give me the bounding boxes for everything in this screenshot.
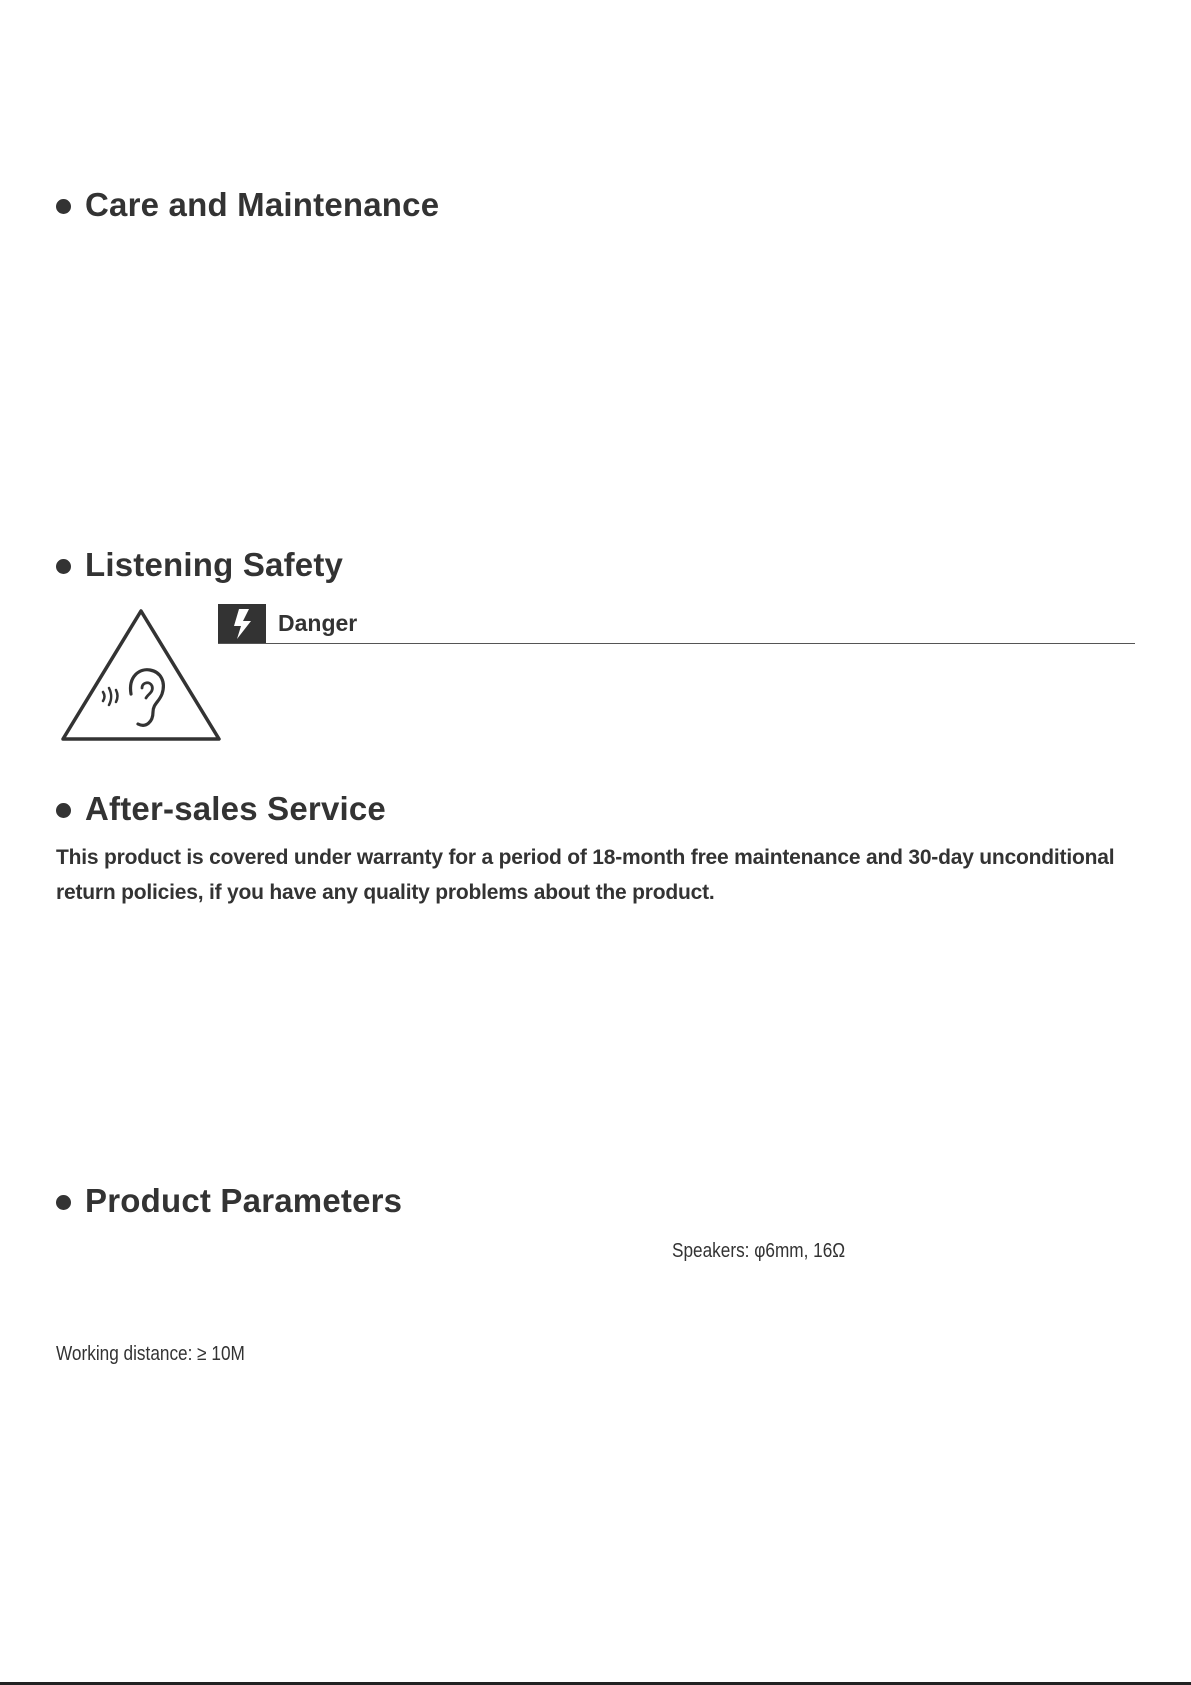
hearing-damage-warning-icon (58, 606, 224, 744)
care-maintenance-heading (56, 186, 439, 224)
product-parameters-title: Product Parameters (85, 1182, 403, 1219)
working-distance-spec: Working distance: ≥ 10M (56, 1343, 245, 1365)
danger-bar (218, 604, 1135, 644)
listening-safety-heading (56, 546, 343, 584)
danger-label: Danger (278, 610, 358, 636)
lightning-bolt-icon (218, 604, 266, 643)
after-sales-service-title: After-sales Service (85, 790, 386, 827)
after-sales-service-heading (56, 790, 386, 828)
care-maintenance-title: Care and Maintenance (85, 186, 440, 223)
bullet-icon (56, 1195, 71, 1210)
bullet-icon (56, 199, 71, 214)
bullet-icon (56, 803, 71, 818)
listening-safety-title: Listening Safety (85, 546, 344, 583)
bullet-icon (56, 559, 71, 574)
product-parameters-heading (56, 1182, 402, 1220)
warranty-paragraph: This product is covered under warranty for a period of 18-month free maintenance and 30-day unconditional return policies, if you have any quality problems about the product. (56, 846, 1115, 904)
speakers-spec: Speakers: φ6mm, 16Ω (672, 1240, 846, 1262)
